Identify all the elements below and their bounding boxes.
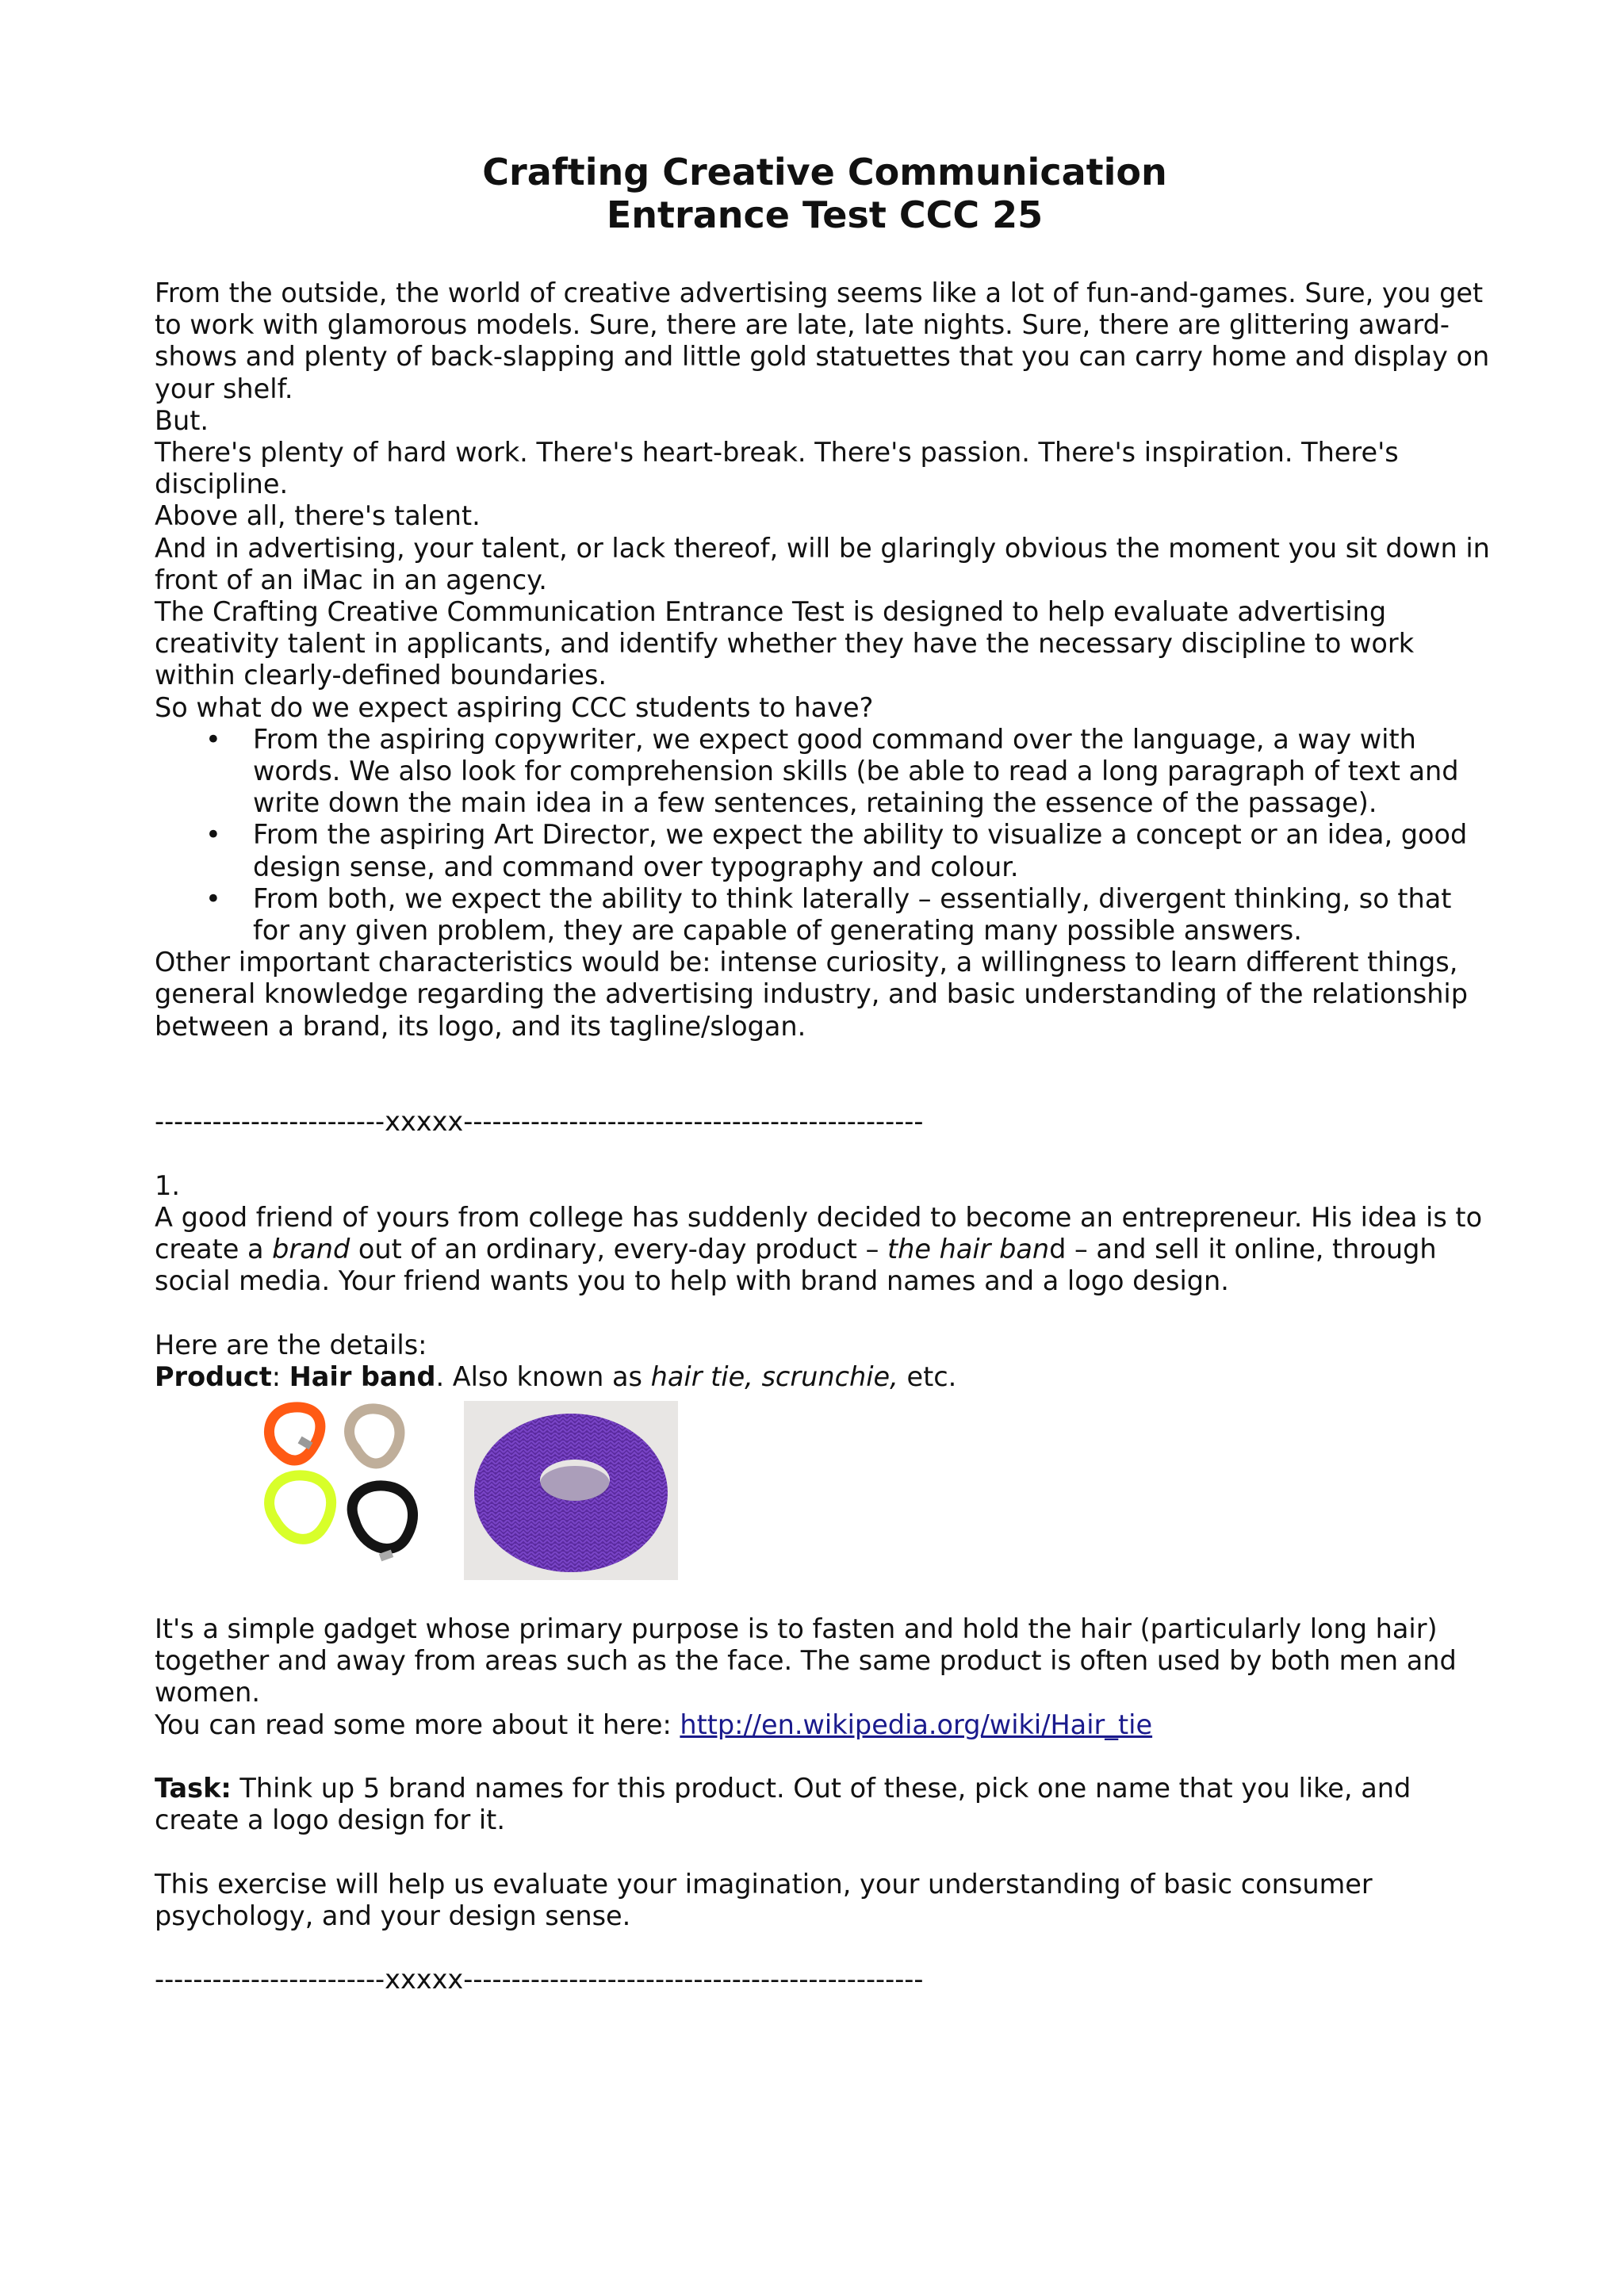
title-line-1: Crafting Creative Communication bbox=[482, 151, 1167, 193]
list-item: • From both, we expect the ability to think laterally – essentially, divergent thinking, so that for any given problem, they are capable of generating many possible answers. bbox=[253, 883, 1495, 947]
intro-paragraph-3: There's plenty of hard work. There's heart-break. There's passion. There's inspiration. There's discipline. bbox=[155, 437, 1399, 500]
product-alt-names: hair tie, scrunchie, bbox=[650, 1360, 898, 1392]
document-page bbox=[155, 151, 1495, 1996]
intro-paragraph-6: The Crafting Creative Communication Entrance Test is designed to help evaluate advertising creativity talent in applicants, and identify whether they have the necessary discipline to work within clearly-defined boundaries. bbox=[155, 596, 1415, 691]
details-intro: Here are the details: bbox=[155, 1329, 427, 1360]
product-line bbox=[155, 1361, 1495, 1393]
intro-paragraph-5: And in advertising, your talent, or lack thereof, will be glaringly obvious the moment you sit down in front of an iMac in an agency. bbox=[155, 532, 1490, 595]
intro-paragraph-4: Above all, there's talent. bbox=[155, 500, 481, 532]
product-etc: etc. bbox=[898, 1360, 957, 1392]
product-aka: . Also known as bbox=[435, 1360, 651, 1392]
intro-paragraph-7: So what do we expect aspiring CCC students to have? bbox=[155, 691, 874, 723]
separator-line: ------------------------xxxxx------------------------------------------------ bbox=[155, 1964, 924, 1996]
product-label: Product bbox=[155, 1360, 272, 1392]
product-name: Hair band bbox=[289, 1360, 436, 1392]
expectations-list bbox=[155, 724, 1495, 947]
list-item: • From the aspiring Art Director, we expect the ability to visualize a concept or an idea, good design sense, and command over typography and colour. bbox=[253, 819, 1495, 882]
title-line-2: Entrance Test CCC 25 bbox=[606, 193, 1044, 236]
hair-ties-image bbox=[258, 1401, 423, 1580]
question-text: d – and sell it online, through social media. Your friend wants you to help with brand names and a logo design. bbox=[155, 1234, 1437, 1297]
page-title bbox=[155, 151, 1495, 236]
evaluation-text: This exercise will help us evaluate your imagination, your understanding of basic consumer psychology, and your design sense. bbox=[155, 1868, 1373, 1931]
question-number: 1. bbox=[155, 1169, 180, 1201]
question-text: out of an ordinary, every-day product – bbox=[350, 1234, 887, 1265]
read-more-line bbox=[155, 1709, 1495, 1741]
question-text: A good friend of yours from college has suddenly decided to become an entrepreneur. His idea is to create a bbox=[155, 1201, 1483, 1265]
hair-band-phrase: the hair ban bbox=[887, 1234, 1050, 1265]
task-line bbox=[155, 1773, 1495, 1836]
list-item: • From the aspiring copywriter, we expect good command over the language, a way with words. We also look for comprehension skills (be able to read a long paragraph of text and write down the main idea in a few sentences, retaining the essence of the passage). bbox=[253, 724, 1495, 820]
intro-paragraph-2: But. bbox=[155, 404, 209, 436]
intro-paragraph-1: From the outside, the world of creative advertising seems like a lot of fun-and-games. Sure, you get to work with glamorous models. Sure, there are late, late nights. Sure, there are glittering award-shows and plenty of back-slapping and little gold statuettes that you can carry home and display on your shelf. bbox=[155, 277, 1490, 404]
read-more-text: You can read some more about it here: bbox=[155, 1709, 680, 1740]
product-images bbox=[155, 1401, 1495, 1599]
separator-line: ------------------------xxxxx------------------------------------------------ bbox=[155, 1106, 924, 1138]
task-text: Think up 5 brand names for this product. Out of these, pick one name that you like, and create a logo design for it. bbox=[155, 1773, 1411, 1836]
brand-word: brand bbox=[272, 1234, 350, 1265]
product-description: It's a simple gadget whose primary purpose is to fasten and hold the hair (particularly long hair) together and away from areas such as the face. The same product is often used by both men and women. bbox=[155, 1613, 1457, 1709]
wikipedia-link[interactable]: http://en.wikipedia.org/wiki/Hair_tie bbox=[680, 1709, 1153, 1740]
product-colon: : bbox=[271, 1360, 289, 1392]
intro-paragraph-8: Other important characteristics would be: intense curiosity, a willingness to learn different things, general knowledge regarding the advertising industry, and basic understanding of the relationship between a brand, its logo, and its tagline/slogan. bbox=[155, 947, 1468, 1042]
question-intro bbox=[155, 1202, 1495, 1298]
scrunchie-image bbox=[464, 1401, 678, 1580]
task-label: Task: bbox=[155, 1773, 232, 1804]
